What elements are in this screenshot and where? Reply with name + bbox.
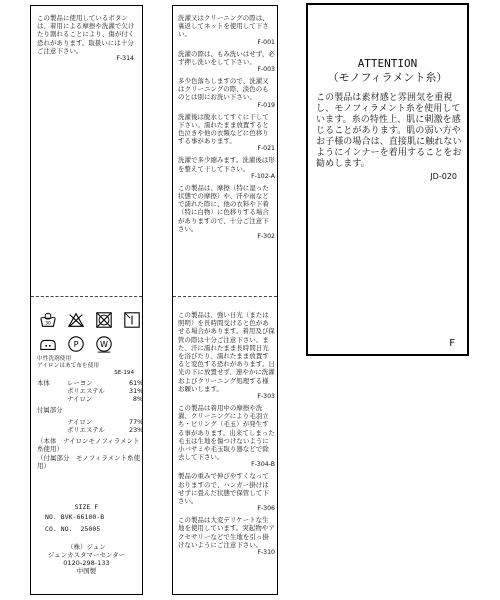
customer-center: ジュンカスタマーセンター [47, 551, 126, 559]
composition-row: 付属部分 [37, 405, 63, 414]
no-tumble-dry-icon [95, 311, 113, 329]
care-label-card-1 [30, 5, 143, 595]
composition-table [37, 379, 163, 434]
composition-row: ポリエステル 31% [67, 387, 144, 396]
size-label: SIZE F [74, 503, 99, 511]
iron-medium-icon [39, 335, 57, 353]
svg-text:P: P [73, 339, 79, 350]
instruction-block: この製品は大変デリケートな生地を使用しています。突起物やアクセサリーなどで生地を引っ掛けないようにご注意下さい。 F-310 [178, 516, 275, 557]
care-symbols [39, 311, 141, 353]
code-f314: F-314 [116, 55, 134, 62]
code-se194: SE-194 [114, 370, 134, 376]
composition-row: 本体 レーヨン 61% [37, 379, 144, 387]
care-instructions-top [178, 14, 275, 244]
material-note-2: （付属部分 モノフィラメント糸使用） [37, 454, 141, 471]
attention-subtitle: （モノフィラメント糸） [327, 71, 448, 84]
phone-number: 0120-298-133 [63, 559, 110, 567]
care-caption-2: アイロンはあて布を使用 [37, 363, 100, 369]
composition-row: ナイロン 8% [67, 395, 143, 404]
item-number: NO. BVK-66100-B [45, 513, 105, 521]
button-warning-text: この製品に使用しているボタンは、着用による摩擦や洗濯で欠けたり割れることにより、傷が付く恐れがあります。取扱いには十分ご注意下さい。 [37, 14, 135, 55]
instruction-block: この製品は着用中の摩擦や洗濯、クリーニングにより毛羽立ち・ピリング（毛玉）が発生する事があります。出来てしまった毛玉は生地を傷つけないように小バサミや毛玉取り器などで除去して下さい。 F-304-B [178, 404, 275, 469]
svg-text:W: W [100, 339, 108, 350]
company-name: （株）ジュン [67, 543, 106, 551]
care-instructions-bottom [178, 311, 275, 560]
co-number: CO. NO. 25005 [45, 525, 101, 533]
instruction-block: 製品の重みで伸びやすくなっておりますので、ハンガー掛けはせずに畳んだ状態で保管して下さい。 F-306 [178, 472, 275, 513]
instruction-block: 洗濯後は脱水してすぐに干して下さい。濡れたまま放置すると色泣きや他の衣類などに色移りする事があります。 F-021 [178, 112, 275, 153]
instruction-block: 洗濯又はクリーニングの際は、裏返してネットを使用して下さい。 F-001 [178, 14, 275, 46]
instruction-block: 洗濯で多少縮みます。洗濯後は形を整えて干して下さい。 F-102-A [178, 156, 275, 180]
care-label-card-2 [172, 5, 278, 595]
attention-label-card [306, 3, 469, 356]
attention-title: ATTENTION [357, 57, 418, 70]
instruction-block: 多少色落ちしますので、洗濯又はクリーニングの際、淡色のものとは別にお洗い下さい。 F-019 [178, 77, 275, 109]
composition-row: ナイロン 77% [67, 417, 144, 426]
code-jd020: JD-020 [430, 172, 457, 181]
material-note-1: （本体 ナイロンモノフィラメント糸使用） [37, 437, 140, 454]
hang-dry-icon [123, 311, 141, 329]
svg-text:30: 30 [45, 321, 51, 327]
no-bleach-icon [67, 311, 85, 329]
country-of-origin: 中国製 [76, 567, 97, 575]
divider-dashed [173, 296, 277, 297]
instruction-block: この製品は、強い日光（または照明）を長時間受けると色があせる場合があります。着用及び保管の際は十分ご注意下さい。また、汗に濡れたまま長時間日光を浴びたり、濡れたまま放置すると変色する恐れがあります。日光の下に放置せず、速やかに洗濯およびクリーニング処理する様お願いします。 F-303 [178, 311, 275, 401]
divider-dashed [31, 296, 142, 297]
instruction-block: この製品は、摩擦（特に湿った状態での摩擦）や、汗や雨などで濡れた際に、他の衣料や下着（特に白物）に色移りする場合がありますので、十分ご注意下さい。 F-302 [178, 183, 275, 241]
instruction-block: 洗濯の際は、もみ洗いはせず、必ず押し洗いをして下さい。 F-003 [178, 49, 275, 74]
composition-row: ポリエステル 23% [67, 426, 144, 435]
wet-clean-w-icon [95, 335, 113, 353]
size-letter: F [449, 338, 455, 349]
dry-clean-p-icon [67, 335, 85, 353]
handwash-icon [39, 311, 57, 329]
attention-body: この製品は素材感と雰囲気を重視し、モノフィラメント糸を使用しています。糸の特性上、肌に刺激を感じることがあります。肌の弱い方やお子様の場合は、直接肌に触れないようにインナーを着用することをお勧めします。 [316, 93, 462, 169]
care-caption-1: 中性洗剤使用 [37, 356, 72, 362]
